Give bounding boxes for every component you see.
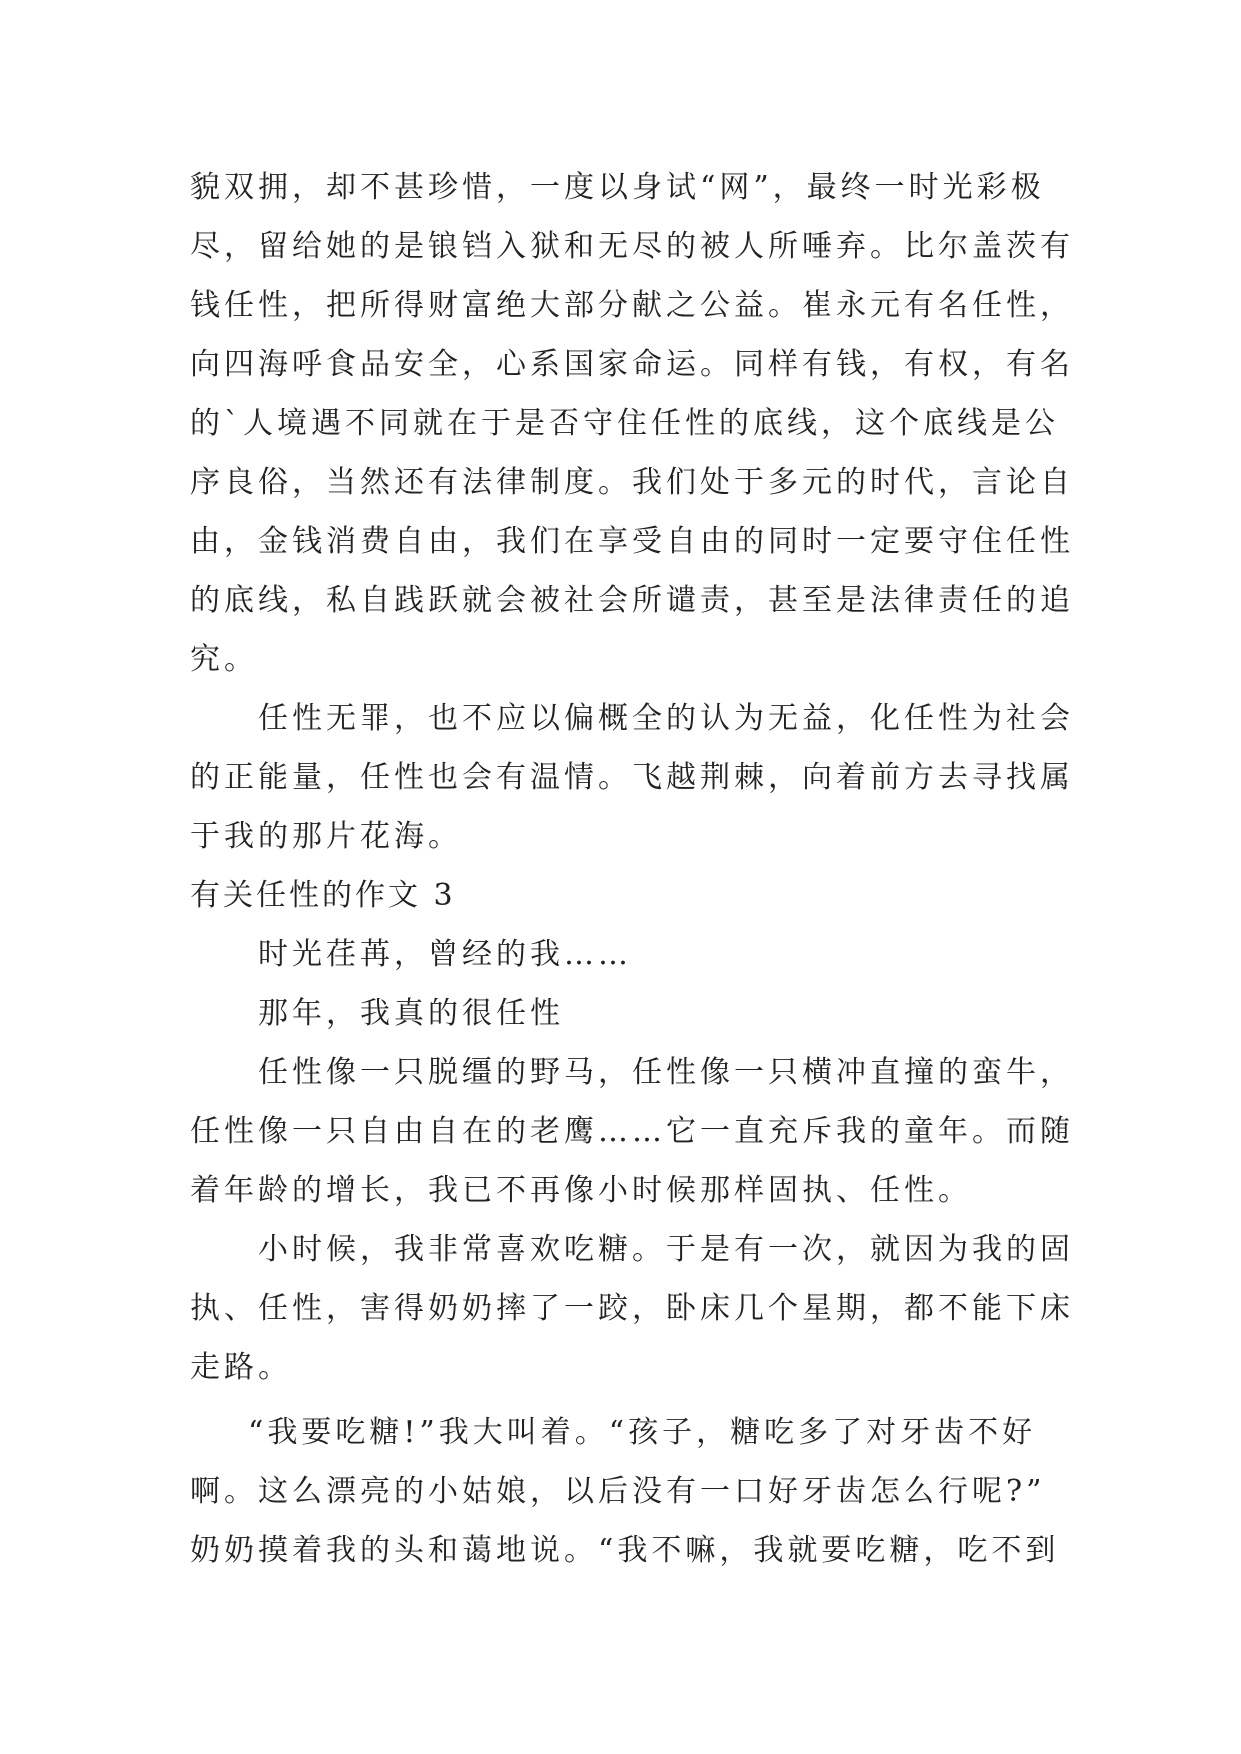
text-line: 执、任性，害得奶奶摔了一跤，卧床几个星期，都不能下床 [190, 1291, 1074, 1326]
text-line: 走路。 [190, 1350, 292, 1385]
text-line: 钱任性，把所得财富绝大部分献之公益。崔永元有名任性， [190, 288, 1074, 323]
paragraph-first-line: 时光荏苒，曾经的我…… [258, 937, 632, 972]
text-line: 任性像一只自由自在的老鹰……它一直充斥我的童年。而随 [190, 1114, 1074, 1149]
section-heading: 有关任性的作文 3 [190, 878, 456, 913]
document-body [190, 158, 1074, 1580]
text-line: 啊。这么漂亮的小姑娘，以后没有一口好牙齿怎么行呢?” [190, 1474, 1046, 1509]
text-line: 尽，留给她的是锒铛入狱和无尽的被人所唾弃。比尔盖茨有 [190, 229, 1074, 264]
text-line: 的正能量，任性也会有温情。飞越荆棘，向着前方去寻找属 [190, 760, 1074, 795]
text-line: 由，金钱消费自由，我们在享受自由的同时一定要守住任性 [190, 524, 1074, 559]
text-line: 的`人境遇不同就在于是否守住任性的底线，这个底线是公 [190, 406, 1059, 441]
paragraph-first-line: 那年，我真的很任性 [258, 996, 564, 1031]
text-line: 向四海呼食品安全，心系国家命运。同样有钱，有权，有名 [190, 347, 1074, 382]
text-line: 究。 [190, 642, 258, 677]
paragraph-first-line: 任性无罪，也不应以偏概全的认为无益，化任性为社会 [258, 701, 1074, 736]
text-line: 序良俗，当然还有法律制度。我们处于多元的时代，言论自 [190, 465, 1074, 500]
text-line: 奶奶摸着我的头和蔼地说。“我不嘛，我就要吃糖，吃不到 [190, 1533, 1060, 1568]
text-line: 着年龄的增长，我已不再像小时候那样固执、任性。 [190, 1173, 972, 1208]
text-line: 貌双拥，却不甚珍惜，一度以身试“网”，最终一时光彩极 [190, 170, 1045, 205]
text-line: 的底线，私自践跃就会被社会所谴责，甚至是法律责任的追 [190, 583, 1074, 618]
paragraph-first-line: “我要吃糖!”我大叫着。“孩子，糖吃多了对牙齿不好 [248, 1415, 1037, 1450]
paragraph-first-line: 小时候，我非常喜欢吃糖。于是有一次，就因为我的固 [258, 1232, 1074, 1267]
text-line: 于我的那片花海。 [190, 819, 462, 854]
paragraph-first-line: 任性像一只脱缰的野马，任性像一只横冲直撞的蛮牛， [258, 1055, 1074, 1090]
